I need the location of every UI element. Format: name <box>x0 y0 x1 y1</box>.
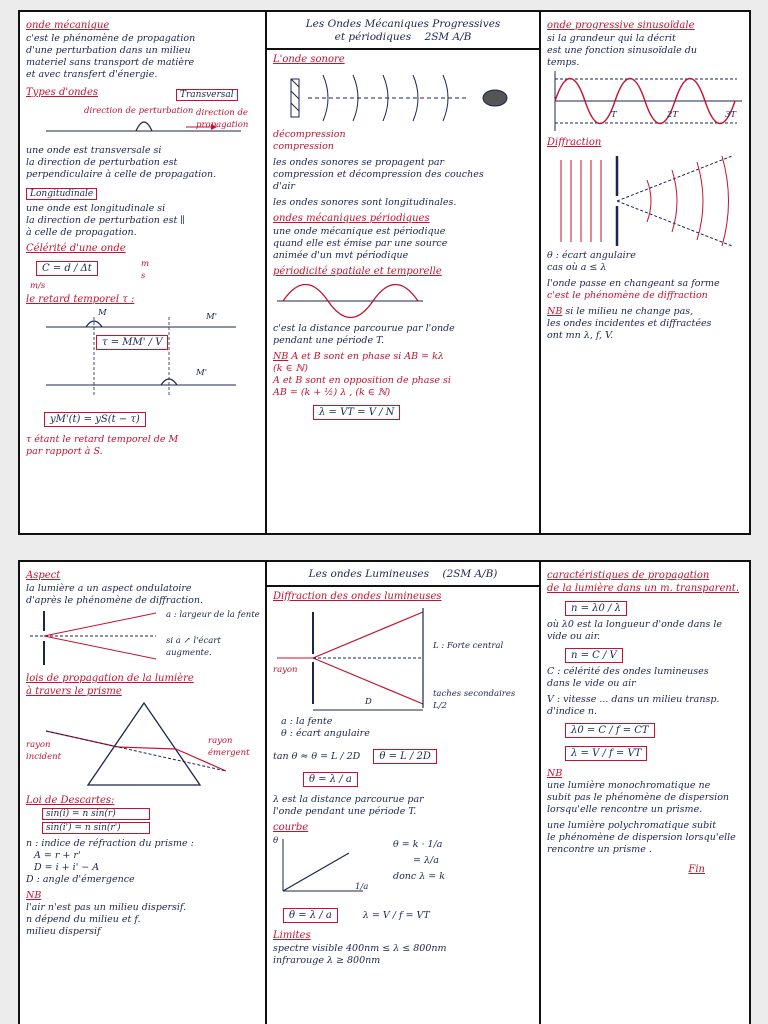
diffraction-def-1: l'onde passe en changeant sa forme <box>547 278 720 289</box>
onde-mecanique-title: onde mécanique <box>26 20 110 31</box>
sonore-def-3: d'air <box>273 181 295 192</box>
transversal-diagram <box>26 105 259 141</box>
a-fente-def: a : la fente <box>281 716 333 727</box>
nb-air: l'air n'est pas un milieu dispersif. <box>26 902 187 913</box>
lambda-def-2: pendant une période T. <box>273 335 385 346</box>
nb-milieu-3: ont mn λ, f, V. <box>547 330 614 341</box>
celerite-title: Célérité d'une onde <box>26 243 126 254</box>
prism-diagram <box>26 699 259 791</box>
rayon-emergent-label: rayon émergent <box>208 736 250 758</box>
periodicite-title: périodicité spatiale et temporelle <box>273 266 442 277</box>
mono-note-1: une lumière monochromatique ne <box>547 780 711 791</box>
a-largeur-label: a : largeur de la fente <box>166 610 260 620</box>
theta-ecart-def: θ : écart angulaire <box>281 728 370 739</box>
longitudinale-def-3: à celle de propagation. <box>26 227 137 238</box>
poly-note-1: une lumière polychromatique subit <box>547 820 717 831</box>
page1-header-class: 2SM A/B <box>424 31 472 43</box>
page1-header-sub: et périodiques <box>334 31 412 43</box>
descartes-law-1: sin(i) = n sin(r) <box>42 808 150 820</box>
a-relation: A = r + r' <box>34 850 81 861</box>
diffraction-lumiere-diagram <box>273 604 533 716</box>
a-note: si a ↗ l'écart augmente. <box>166 636 221 658</box>
diffraction-def-2: c'est le phénomène de diffraction <box>547 290 708 301</box>
direction-perturbation-label: direction de perturbation <box>84 106 194 116</box>
page2-col3-nb-label: NB <box>547 768 563 779</box>
nb-n-depend: n dépend du milieu et f. <box>26 914 141 925</box>
celerite-unit-m: m <box>141 259 150 269</box>
aspect-diagram <box>26 607 259 669</box>
notes-page-1 <box>18 10 751 535</box>
aspect-def-2: d'après le phénomène de diffraction. <box>26 595 204 606</box>
compression-label: compression <box>273 141 334 152</box>
courbe-axis-theta: θ <box>273 836 279 846</box>
opposition-note-1: A et B sont en opposition de phase si <box>273 375 451 386</box>
limites-infrarouge: infrarouge λ ≥ 800nm <box>273 955 381 966</box>
c-def-2: dans le vide ou air <box>547 678 636 689</box>
lois-sub: à travers le prisme <box>26 686 122 697</box>
page1-col3-nb-label: NB <box>547 306 563 317</box>
mono-note-3: lorsqu'elle rencontre un prisme. <box>547 804 703 815</box>
caracteristiques-title: caractéristiques de propagation <box>547 570 710 581</box>
sinus-wave-svg <box>547 69 747 133</box>
theta-final-formula: θ = λ / a <box>283 908 338 923</box>
onde-mecanique-def-2: d'une perturbation dans un milieu <box>26 45 191 56</box>
page2-header-class: (2SM A/B) <box>442 568 498 580</box>
periodique-def-3: animée d'un mvt périodique <box>273 250 409 261</box>
retard-point-mp-top: M' <box>206 312 218 322</box>
d-def: D : angle d'émergence <box>26 874 135 885</box>
sonore-def-1: les ondes sonores se propagent par <box>273 157 445 168</box>
retard-point-mp: M' <box>196 368 208 378</box>
celerite-unit-s: s <box>141 271 146 281</box>
page2-column-2 <box>267 562 541 1024</box>
axis-tick-t: T <box>611 110 617 120</box>
fin-label: Fin <box>688 864 705 875</box>
sinusoidale-def-3: temps. <box>547 57 580 68</box>
courbe-title: courbe <box>273 822 309 833</box>
notes-page-2 <box>18 560 751 1024</box>
courbe-axis-inv-a: 1/a <box>355 882 369 892</box>
lois-title: lois de propagation de la lumière <box>26 673 194 684</box>
page1-column-3 <box>541 12 751 533</box>
direction-propagation-label: direction de propagation <box>196 108 249 130</box>
longitudinale-def-1: une onde est longitudinale si <box>26 203 166 214</box>
periodique-title: ondes mécaniques périodiques <box>273 213 430 224</box>
v-def-2: d'indice n. <box>547 706 598 717</box>
longitudinale-def-2: la direction de perturbation est ∥ <box>26 215 185 226</box>
phase-k: (k ∈ ℕ) <box>273 363 308 374</box>
theta-lambda-formula: θ = λ / a <box>303 772 358 787</box>
decompression-label: décompression <box>273 129 346 140</box>
poly-note-3: rencontre un prisme . <box>547 844 652 855</box>
axis-tick-3t: 3T <box>725 110 737 120</box>
distance-d-label: D <box>365 697 372 707</box>
limites-visible: spectre visible 400nm ≤ λ ≤ 800nm <box>273 943 447 954</box>
lambda0-formula: λ0 = C / f = CT <box>565 723 655 738</box>
mono-note-2: subit pas le phénomène de dispersion <box>547 792 730 803</box>
celerite-formula: C = d / Δt <box>36 261 98 276</box>
axis-tick-2t: 2T <box>667 110 679 120</box>
page2-nb-label: NB <box>26 890 42 901</box>
d-relation: D = i + i' − A <box>34 862 100 873</box>
sonore-def-2: compression et décompression des couches <box>273 169 484 180</box>
diffraction-diagram <box>547 150 747 250</box>
courbe-rel-2: = λ/a <box>413 855 439 866</box>
rayon-label: rayon <box>273 665 298 675</box>
retard-note-1: τ étant le retard temporel de M <box>26 434 179 445</box>
transversal-def-2: la direction de perturbation est <box>26 157 178 168</box>
transversal-tag: Transversal <box>176 89 238 101</box>
nb-milieu-2: les ondes incidentes et diffractées <box>547 318 712 329</box>
periodique-def-2: quand elle est émise par une source <box>273 238 448 249</box>
lambda-final-formula: λ = V / f = VT <box>362 910 430 921</box>
n-cv-formula: n = C / V <box>565 648 623 663</box>
courbe-rel-1: θ = k · 1/a <box>393 839 443 850</box>
rayon-incident-label: rayon incident <box>26 740 62 762</box>
onde-mecanique-def-3: materiel sans transport de matière <box>26 57 195 68</box>
v-def-1: V : vitesse ... dans un milieu transp. <box>547 694 720 705</box>
lambda-distance-2: l'onde pendant une période T. <box>273 806 417 817</box>
cas-a-lambda: cas où a ≤ λ <box>547 262 607 273</box>
theta-l-formula: θ = L / 2D <box>373 749 437 764</box>
types-ondes-title: Types d'ondes <box>26 87 99 98</box>
poly-note-2: le phénomène de dispersion lorsqu'elle <box>547 832 736 843</box>
phase-note: A et B sont en phase si AB = kλ <box>291 351 444 362</box>
retard-relation: yM'(t) = yS(t − τ) <box>44 412 146 427</box>
taches-label: taches secondaires L/2 <box>433 689 516 711</box>
l-forte-label: L : Forte central <box>433 641 504 651</box>
transversal-def-3: perpendiculaire à celle de propagation. <box>26 169 217 180</box>
aspect-fente-svg <box>26 607 166 669</box>
page2-column-3 <box>541 562 751 1024</box>
retard-temporel-title: le retard temporel τ : <box>26 294 135 305</box>
periodicite-wave <box>273 279 433 323</box>
onde-mecanique-def-1: c'est le phénomène de propagation <box>26 33 196 44</box>
celerite-unit-ms: m/s <box>30 281 46 291</box>
page2-header-title: Les ondes Lumineuses <box>308 568 430 580</box>
tan-formula: tan θ ≈ θ = L / 2D <box>273 751 361 762</box>
lambda-vt-formula: λ = VT = V / N <box>313 405 400 420</box>
longitudinale-tag: Longitudinale <box>26 188 97 200</box>
onde-sonore-title: L'onde sonore <box>273 54 345 65</box>
lambda0-def-2: vide ou air. <box>547 631 601 642</box>
page2-header <box>267 562 539 587</box>
page1-header-title: Les Ondes Mécaniques Progressives <box>305 18 501 30</box>
page1-nb-label: NB <box>273 351 289 362</box>
opposition-note-2: AB = (k + ½) λ , (k ∈ ℕ) <box>273 387 391 398</box>
transversal-def-1: une onde est transversale si <box>26 145 162 156</box>
aspect-def-1: la lumière a un aspect ondulatoire <box>26 583 192 594</box>
retard-waves-svg <box>26 307 261 407</box>
diffraction-lumineuses-title: Diffraction des ondes lumineuses <box>273 591 442 602</box>
sinusoidale-def-2: est une fonction sinusoïdale du <box>547 45 698 56</box>
page1-header <box>267 12 539 50</box>
n-lambda-formula: n = λ0 / λ <box>565 601 627 616</box>
limites-title: Limites <box>273 930 311 941</box>
retard-diagram <box>26 307 259 407</box>
page2-column-1 <box>20 562 267 1024</box>
lambda-def-1: c'est la distance parcourue par l'onde <box>273 323 455 334</box>
page1-column-1 <box>20 12 267 533</box>
retard-formula: τ = MM' / V <box>96 335 168 350</box>
courbe-rel-3: donc λ = k <box>393 871 446 882</box>
nb-milieu-1: si le milieu ne change pas, <box>565 306 694 317</box>
lambda-distance-1: λ est la distance parcourue par <box>273 794 424 805</box>
descartes-law-2: sin(i') = n sin(r') <box>42 822 150 834</box>
theta-ecart-label: θ : écart angulaire <box>547 250 636 261</box>
nb-dispersif: milieu dispersif <box>26 926 101 937</box>
sinusoidale-title: onde progressive sinusoïdale <box>547 20 695 31</box>
periodique-def-1: une onde mécanique est périodique <box>273 226 446 237</box>
onde-sonore-diagram <box>273 67 533 129</box>
sonore-longitudinales: les ondes sonores sont longitudinales. <box>273 197 457 208</box>
aspect-title: Aspect <box>26 570 61 581</box>
diffraction-title: Diffraction <box>547 137 602 148</box>
descartes-title: Loi de Descartes: <box>26 795 115 806</box>
retard-note-2: par rapport à S. <box>26 446 103 457</box>
indice-def: n : indice de réfraction du prisme : <box>26 838 194 849</box>
retard-point-m: M <box>98 308 107 318</box>
sinusoidale-def-1: si la grandeur qui la décrit <box>547 33 676 44</box>
caracteristiques-sub: de la lumière dans un m. transparent. <box>547 583 739 594</box>
lambda0-def-1: où λ0 est la longueur d'onde dans le <box>547 619 723 630</box>
courbe-graph <box>273 835 533 897</box>
page1-column-2 <box>267 12 541 533</box>
lambda-v-formula: λ = V / f = VT <box>565 746 647 761</box>
onde-mecanique-def-4: et avec transfert d'énergie. <box>26 69 158 80</box>
sinus-graph <box>547 69 745 133</box>
c-def-1: C : célérité des ondes lumineuses <box>547 666 709 677</box>
